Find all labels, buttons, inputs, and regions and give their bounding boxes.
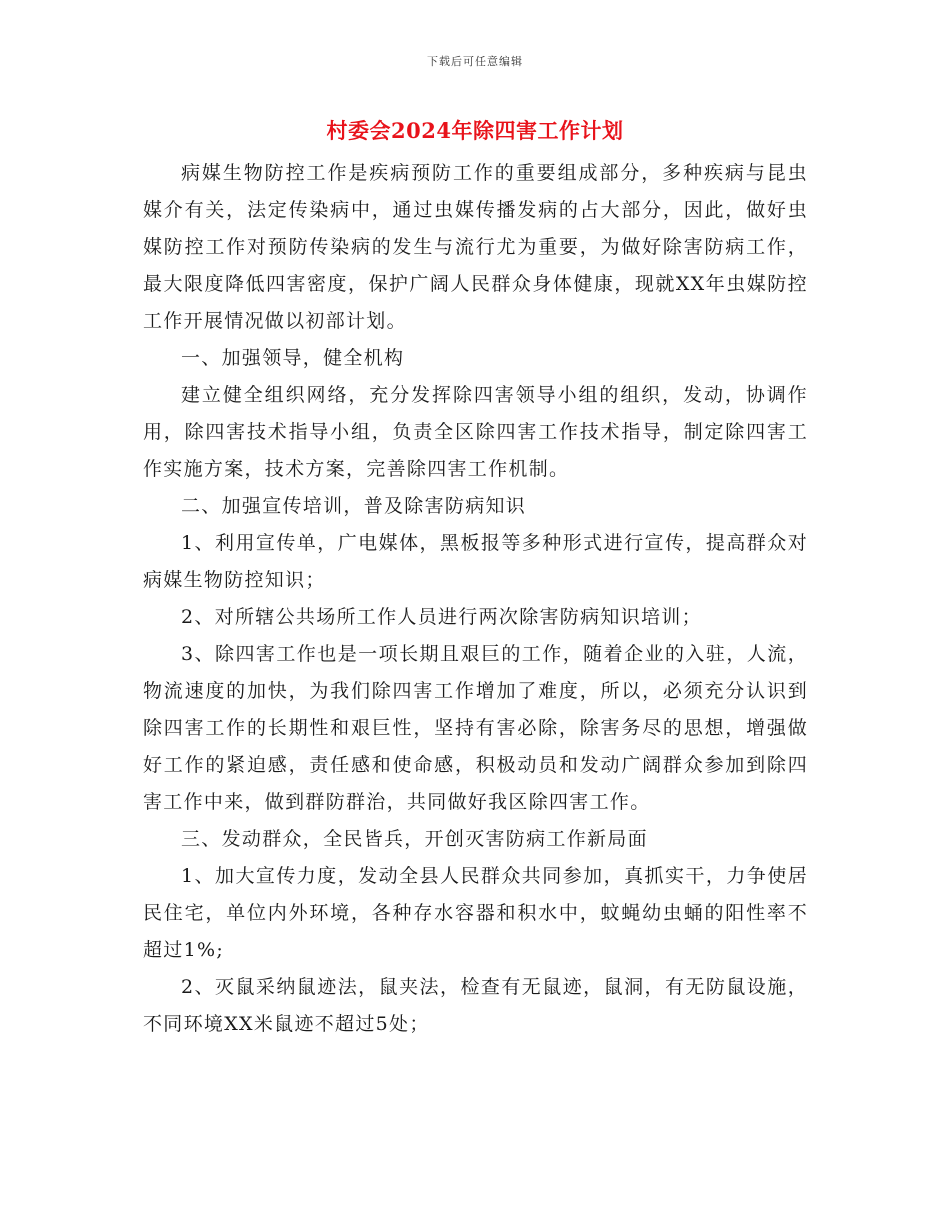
paragraph-item-2-1: 1、利用宣传单，广电媒体，黑板报等多种形式进行宣传，提高群众对病媒生物防控知识； bbox=[143, 532, 808, 591]
paragraph-item-3-2: 2、灭鼠采纳鼠迹法，鼠夹法，检查有无鼠迹，鼠洞，有无防鼠设施，不同环境XX米鼠迹不超过5处； bbox=[143, 976, 808, 1035]
page-header-note: 下载后可任意编辑 bbox=[427, 55, 523, 68]
paragraph-intro: 病媒生物防控工作是疾病预防工作的重要组成部分，多种疾病与昆虫媒介有关，法定传染病中，通过虫媒传播发病的占大部分，因此，做好虫媒防控工作对预防传染病的发生与流行尤为重要，为做好除害防病工作，最大限度降低四害密度，保护广阔人民群众身体健康，现就XX年虫媒防控工作开展情况做以初部计划。 bbox=[143, 162, 808, 332]
document-body bbox=[143, 155, 808, 1043]
section-heading-2: 二、加强宣传培训，普及除害防病知识 bbox=[181, 495, 527, 517]
paragraph-section-1: 建立健全组织网络，充分发挥除四害领导小组的组织，发动，协调作用，除四害技术指导小组，负责全区除四害工作技术指导，制定除四害工作实施方案，技术方案，完善除四害工作机制。 bbox=[143, 384, 808, 480]
paragraph-item-3-1: 1、加大宣传力度，发动全县人民群众共同参加，真抓实干，力争使居民住宅，单位内外环境，各种存水容器和积水中，蚊蝇幼虫蛹的阳性率不超过1%; bbox=[143, 865, 808, 961]
document-title: 村委会2024年除四害工作计划 bbox=[326, 118, 624, 143]
paragraph-item-2-2: 2、对所辖公共场所工作人员进行两次除害防病知识培训； bbox=[181, 606, 702, 628]
paragraph-item-2-3: 3、除四害工作也是一项长期且艰巨的工作，随着企业的入驻，人流，物流速度的加快，为我们除四害工作增加了难度，所以，必须充分认识到除四害工作的长期性和艰巨性，坚持有害必除，除害务尽的思想，增强做好工作的紧迫感，责任感和使命感，积极动员和发动广阔群众参加到除四害工作中来，做到群防群治，共同做好我区除四害工作。 bbox=[143, 643, 808, 813]
section-heading-1: 一、加强领导，健全机构 bbox=[181, 347, 405, 369]
section-heading-3: 三、发动群众，全民皆兵，开创灭害防病工作新局面 bbox=[181, 828, 648, 850]
